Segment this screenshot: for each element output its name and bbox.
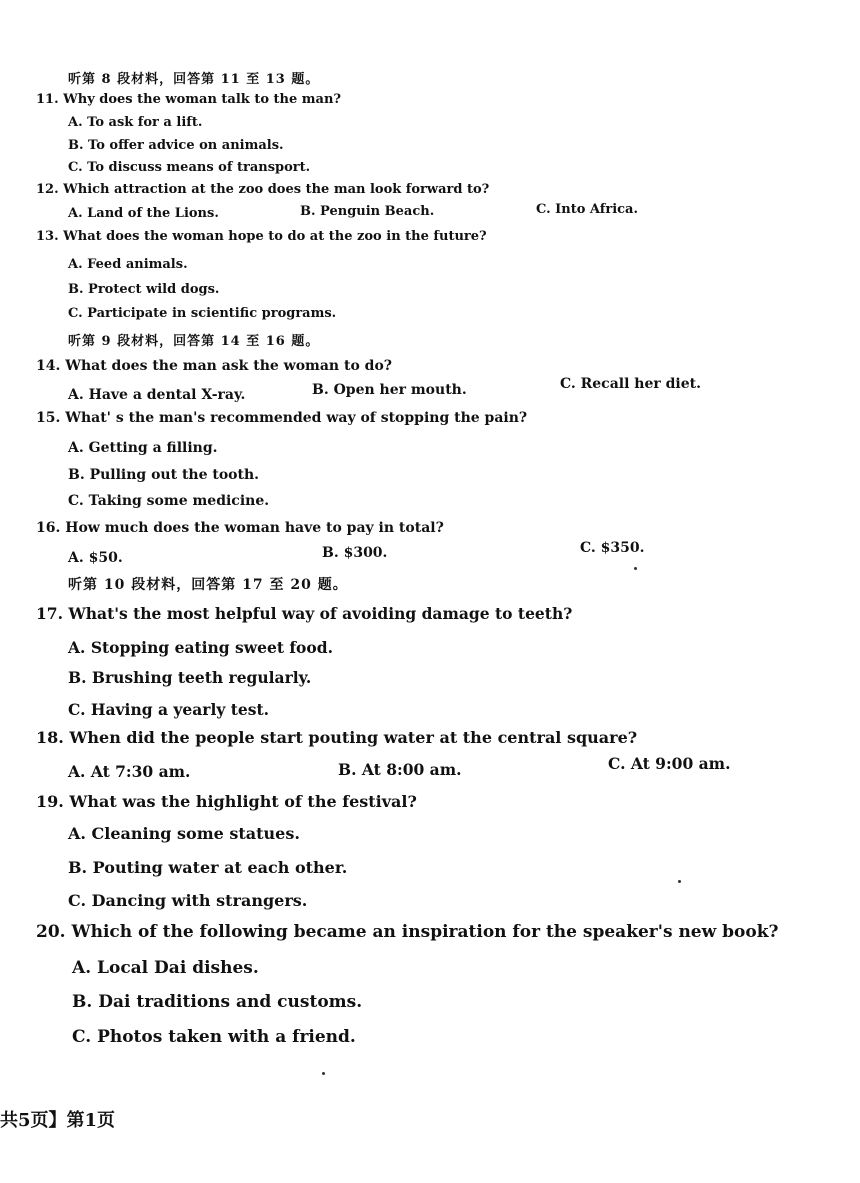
question-11: 11. Why does the woman talk to the man?	[36, 92, 342, 107]
question-17-option-a: A. Stopping eating sweet food.	[68, 638, 333, 657]
question-19-option-b: B. Pouting water at each other.	[68, 858, 348, 877]
question-18-option-b: B. At 8:00 am.	[338, 760, 462, 779]
question-13-option-b: B. Protect wild dogs.	[68, 282, 220, 297]
question-13-option-c: C. Participate in scientific programs.	[68, 306, 337, 321]
question-14-option-b: B. Open her mouth.	[312, 382, 467, 398]
question-15: 15. What' s the man's recommended way of stopping the pain?	[36, 410, 528, 426]
speck	[634, 567, 637, 570]
section-header: 听第 9 段材料，回答第 14 至 16 题。	[68, 334, 320, 349]
question-20-option-c: C. Photos taken with a friend.	[72, 1027, 356, 1047]
question-11-option-b: B. To offer advice on animals.	[68, 138, 284, 153]
question-12-option-c: C. Into Africa.	[536, 202, 639, 217]
question-17-option-b: B. Brushing teeth regularly.	[68, 668, 312, 687]
section-header: 听第 8 段材料，回答第 11 至 13 题。	[68, 72, 320, 87]
question-15-option-a: A. Getting a filling.	[68, 440, 218, 456]
question-17: 17. What's the most helpful way of avoiding damage to teeth?	[36, 604, 573, 623]
question-13-option-a: A. Feed animals.	[68, 257, 188, 272]
question-16: 16. How much does the woman have to pay in total?	[36, 520, 444, 536]
question-18-option-a: A. At 7:30 am.	[68, 762, 191, 781]
question-16-option-a: A. $50.	[68, 550, 123, 566]
speck	[678, 880, 681, 883]
question-14: 14. What does the man ask the woman to do?	[36, 358, 392, 374]
question-14-option-a: A. Have a dental X-ray.	[68, 387, 246, 403]
page-footer: 共5页】第1页	[0, 1110, 116, 1131]
section-header: 听第 10 段材料，回答第 17 至 20 题。	[68, 577, 348, 593]
question-12: 12. Which attraction at the zoo does the man look forward to?	[36, 182, 490, 197]
question-17-option-c: C. Having a yearly test.	[68, 700, 270, 719]
question-18-option-c: C. At 9:00 am.	[608, 754, 731, 773]
question-19-option-a: A. Cleaning some statues.	[68, 824, 300, 843]
question-19-option-c: C. Dancing with strangers.	[68, 891, 308, 910]
question-11-option-c: C. To discuss means of transport.	[68, 160, 311, 175]
question-16-option-b: B. $300.	[322, 545, 388, 561]
question-20-option-a: A. Local Dai dishes.	[72, 958, 259, 978]
question-18: 18. When did the people start pouting water at the central square?	[36, 728, 638, 747]
question-12-option-b: B. Penguin Beach.	[300, 204, 435, 219]
question-11-option-a: A. To ask for a lift.	[68, 115, 203, 130]
question-14-option-c: C. Recall her diet.	[560, 376, 701, 392]
speck	[322, 1072, 325, 1075]
question-16-option-c: C. $350.	[580, 540, 645, 556]
question-15-option-b: B. Pulling out the tooth.	[68, 467, 260, 483]
question-19: 19. What was the highlight of the festival?	[36, 792, 417, 811]
question-12-option-a: A. Land of the Lions.	[68, 206, 219, 221]
question-20-option-b: B. Dai traditions and customs.	[72, 992, 363, 1012]
question-20: 20. Which of the following became an inspiration for the speaker's new book?	[36, 922, 779, 942]
question-15-option-c: C. Taking some medicine.	[68, 493, 270, 509]
question-13: 13. What does the woman hope to do at the zoo in the future?	[36, 229, 487, 244]
